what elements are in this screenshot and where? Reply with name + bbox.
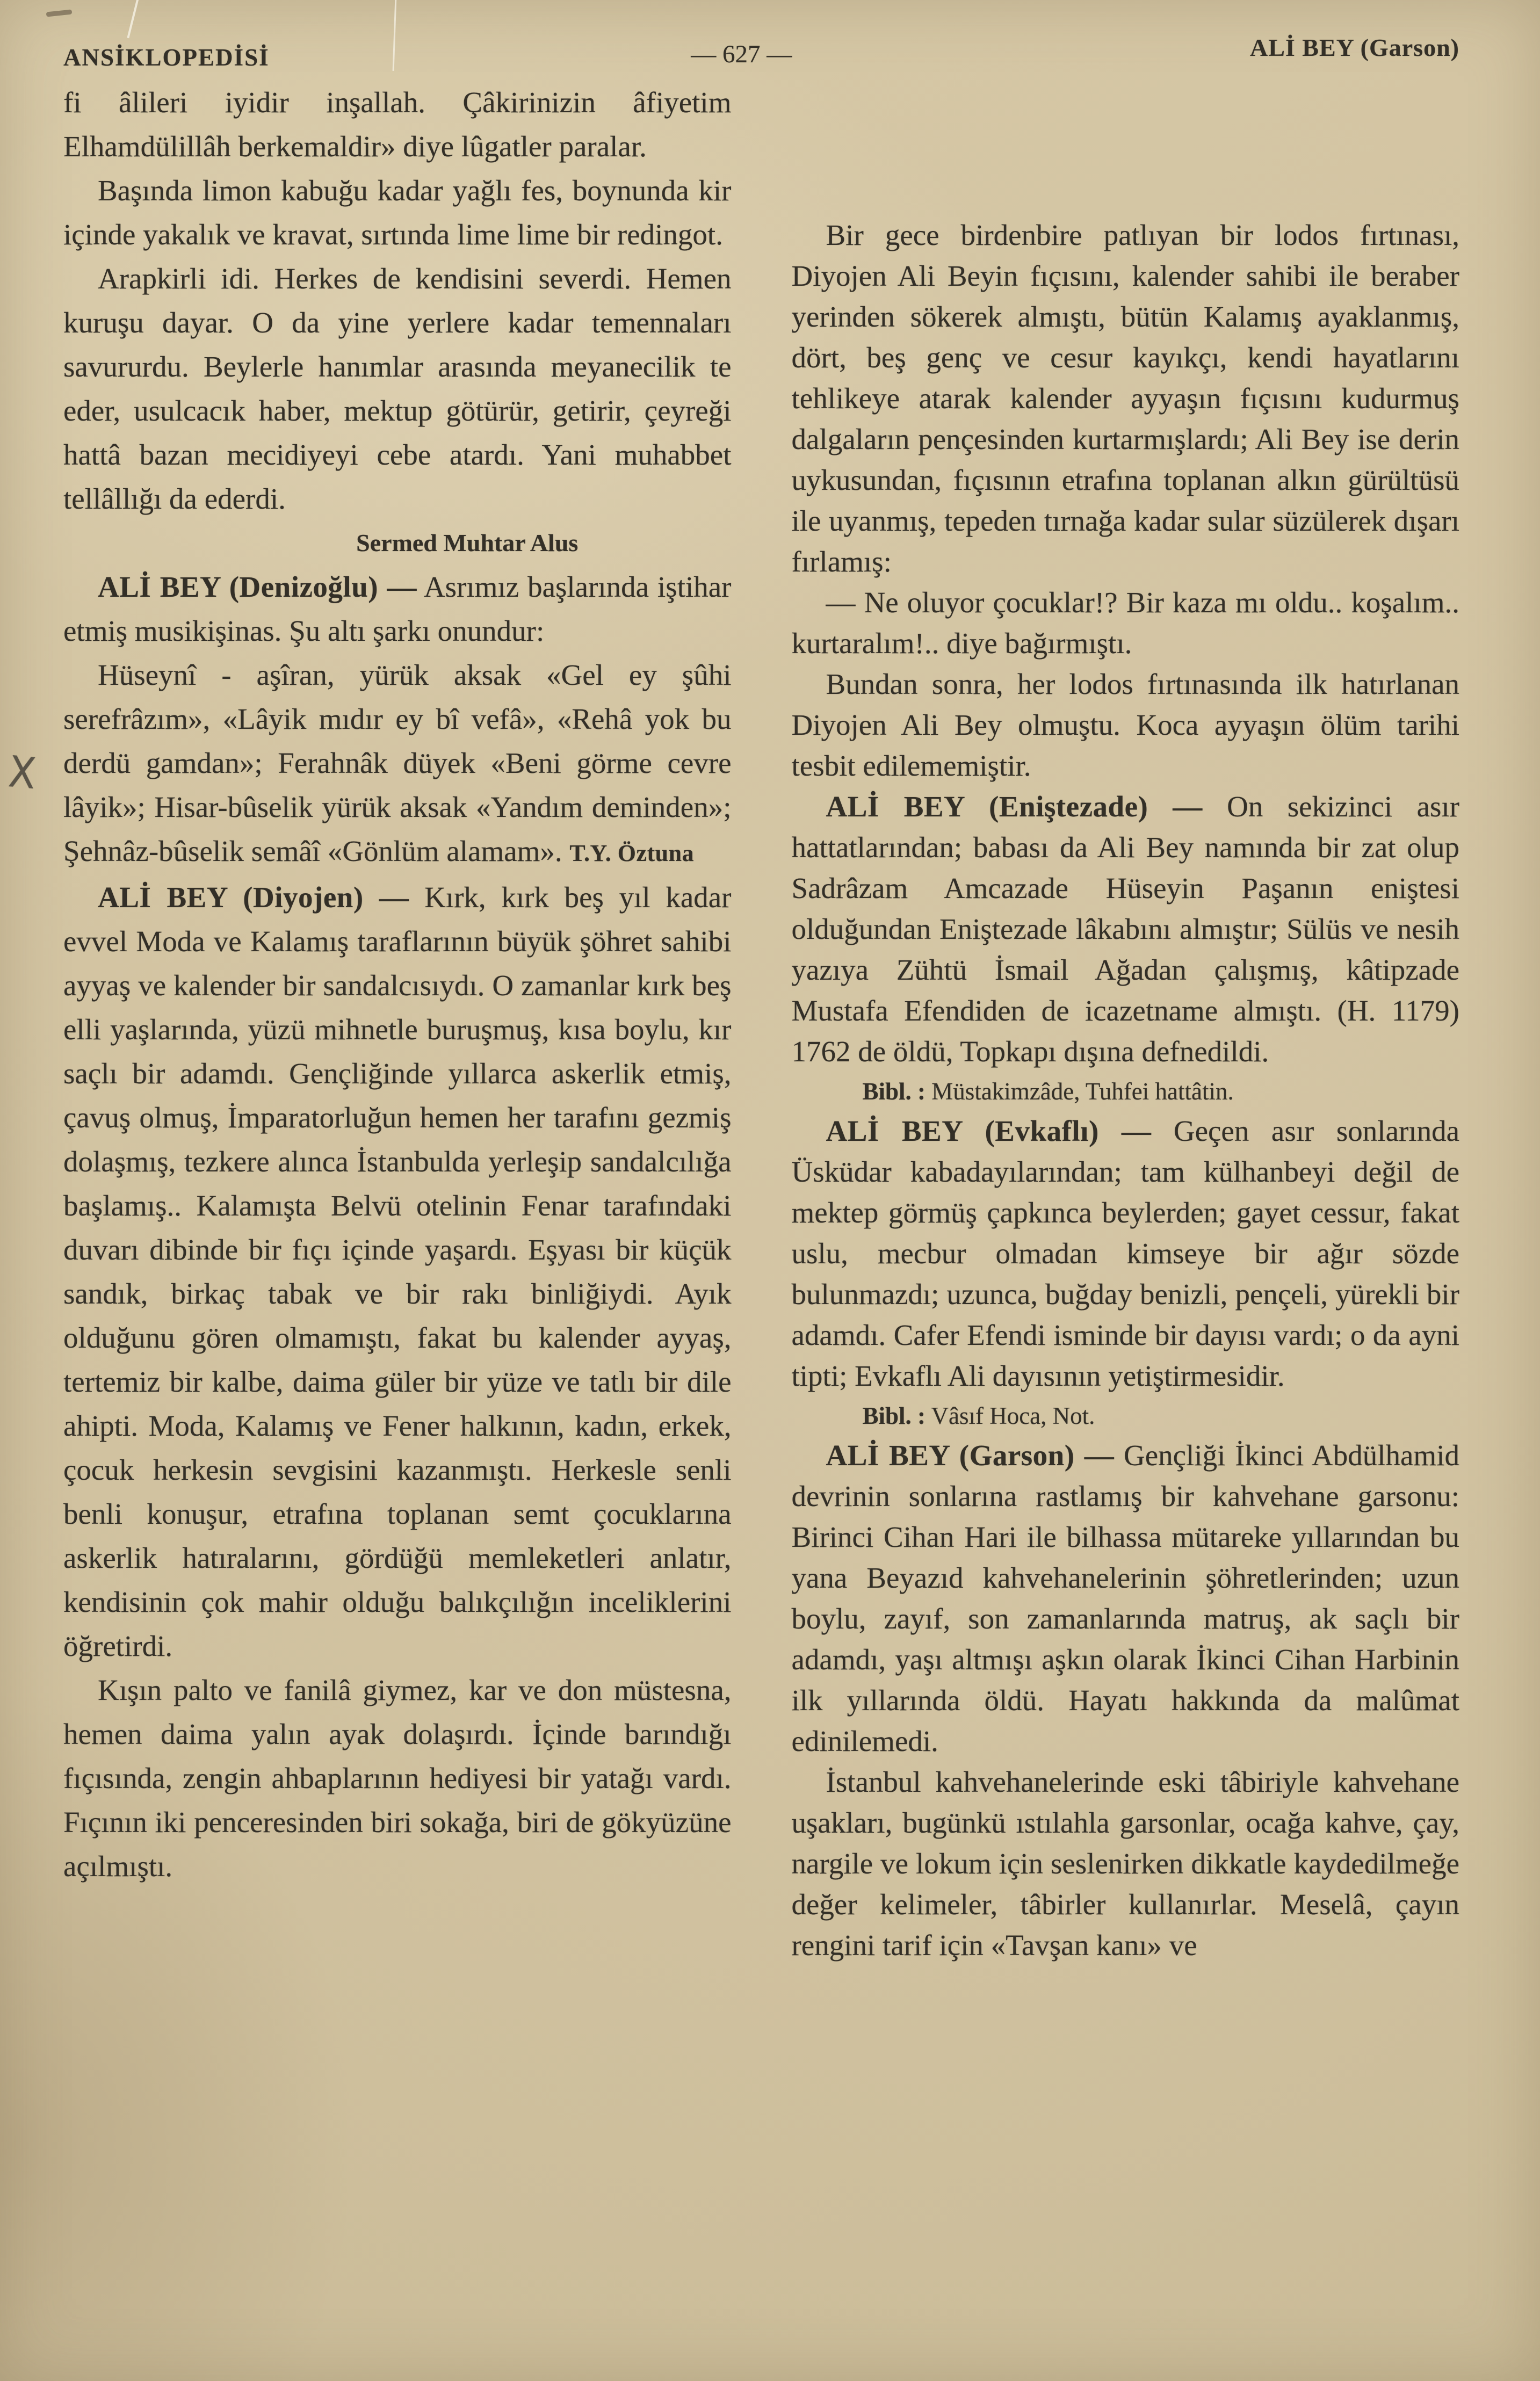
entry-headword-garson: ALİ BEY (Garson) —: [826, 1439, 1115, 1472]
paragraph-dialogue: — Ne oluyor çocuklar!? Bir kaza mı oldu.. koşalım.. kurtaralım!.. diye bağırmıştı.: [791, 586, 1459, 660]
author-signature: Sermed Muhtar Alus: [356, 529, 579, 556]
scan-ink-speck: [46, 10, 73, 17]
entry-headword-diyojen: ALİ BEY (Diyojen) —: [98, 881, 409, 914]
contributor-initials: T.Y. Öztuna: [569, 840, 695, 866]
continuation-paragraph: fi âlileri iyidir inşallah. Çâkirinizin âfiyetim Elhamdülillâh berkemaldir» diye lûgatler paralar.: [63, 86, 732, 163]
header-page-number: — 627 —: [691, 40, 792, 68]
text-columns: [63, 81, 1459, 2381]
paragraph-songs: [63, 653, 732, 875]
entry-text: Asrımız başlarında iştihar etmiş musikişinas. Şu altı şarkı onundur:: [63, 570, 732, 647]
entry-text: Kırk, kırk beş yıl kadar evvel Moda ve Kalamış taraflarının büyük şöhret sahibi ayyaş ve kalender bir sandalcısıydı. O zamanlar kırk beş elli yaşlarında, yüzü mihnetle buruşmuş, kısa boylu, kır saçlı bir adamdı. Gençliğinde yıllarca askerlik etmiş, çavuş olmuş, İmparatorluğun hemen her tarafını gezmiş dolaşmış, tezkere alınca İstanbulda yerleşip sandalcılığa başlamış.. Kalamışta Belvü otelinin Fenar tarafındaki duvarı dibinde bir fıçı içinde yaşardı. Eşyası bir küçük sandık, birkaç tabak ve bir rakı binliğiydi. Ayık olduğunu gören olmamıştı, fakat bu kalender ayyaş, tertemiz bir kalbe, daima güler bir yüze ve tatlı bir dile ahipti. Moda, Kalamış ve Fener halkının, kadın, erkek, çocuk herkesin sevgisini kazanmıştı. Herkesle senli benli konuşur, etrafına toplanan semt çocuklarına askerlik hatıralarını, gördüğü memleketleri anlatır, kendisinin çok mahir olduğu balıkçılığın inceliklerini öğretirdi.: [63, 881, 732, 1662]
bibl-label: Bibl. :: [862, 1078, 926, 1105]
entry-headword-denizoglu: ALİ BEY (Denizoğlu) —: [98, 570, 417, 603]
bibl-text: Vâsıf Hoca, Not.: [926, 1402, 1095, 1429]
entry-ali-bey-enistezade: [792, 786, 1460, 1072]
entry-headword-evkafli: ALİ BEY (Evkaflı) —: [826, 1114, 1152, 1147]
paragraph-arapkirli: Arapkirli idi. Herkes de kendisini severdi. Hemen kuruşu dayar. O da yine yerlere kadar temennaları savururdu. Beylerle hanımlar arasında meyanecilik te eder, usulcacık haber, mektup götürür, getirir, çeyreği hattâ bazan mecidiyeyi cebe atardı. Yani muhabbet tellâllığı da ederdi.: [63, 262, 732, 515]
paragraph-kahvehane: İstanbul kahvehanelerinde eski tâbiriyle kahvehane uşakları, bugünkü ıstılahla garsonlar, ocağa kahve, çay, nargile ve lokum için seslenirken dikkatle kaydedilmeğe değer kelimeler, tâbirler kullanırlar. Meselâ, çayın rengini tarif için «Tavşan kanı» ve: [791, 1765, 1459, 1962]
bibl-text: Müstakimzâde, Tuhfei hattâtin.: [926, 1078, 1234, 1105]
scan-scratch-artifact: [127, 0, 139, 38]
paragraph-bundan-sonra: Bundan sonra, her lodos fırtınasında ilk hatırlanan Diyojen Ali Bey olmuştu. Koca ayyaşın ölüm tarihi tesbit edilememiştir.: [791, 668, 1459, 782]
paragraph-kisin: Kışın palto ve fanilâ giymez, kar ve don müstesna, hemen daima yalın ayak dolaşırdı. İçinde barındığı fıçısında, zengin ahbaplarının hediyesi bir yatağı vardı. Fıçının iki penceresinden biri sokağa, biri de gökyüzüne açılmıştı.: [63, 1674, 732, 1883]
bibliography-note-hattatin: [792, 1072, 1460, 1111]
bibliography-note-vasif: [792, 1396, 1460, 1435]
entry-text: Gençliği İkinci Abdülhamid devrinin sonlarına rastlamış bir kahvehane garsonu: Birinci Cihan Hari ile bilhassa mütareke yıllarından bu yana Beyazıd kahvehanelerinin şöhretlerinden; uzun boylu, zayıf, son zamanlarında matruş, ak saçlı bir adamdı, yaşı altmışı aşkın olarak İkinci Cihan Harbinin ilk yıllarında öldü. Hayatı hakkında da malûmat edinilemedi.: [791, 1439, 1459, 1757]
header-running-title: ALİ BEY (Garson): [1249, 34, 1459, 61]
entry-ali-bey-diyojen: [63, 875, 732, 1668]
header-journal-title: ANSİKLOPEDİSİ: [63, 44, 270, 71]
entry-text: On sekizinci asır hattatlarından; babası da Ali Bey namında bir zat olup Sadrâzam Amcazade Hüseyin Paşanın eniştesi olduğundan Eniştezade lâkabını almıştır; Sülüs ve nesih yazıya Zühtü İsmail Ağadan çalışmış, kâtipzade Mustafa Efendiden de icazetname almıştı. (H. 1179) 1762 de öldü, Topkapı dışına defnedildi.: [791, 790, 1459, 1068]
entry-ali-bey-evkafli: [792, 1111, 1460, 1396]
entry-ali-bey-garson: [792, 1435, 1460, 1762]
right-column: [792, 81, 1460, 2381]
page-header: [63, 33, 1459, 71]
left-column: [63, 81, 732, 2381]
handwritten-x-mark: X: [6, 746, 38, 799]
paragraph-fes: Başında limon kabuğu kadar yağlı fes, boynunda kir içinde yakalık ve kravat, sırtında lime lime bir redingot.: [63, 174, 732, 251]
paragraph-lodos: Bir gece birdenbire patlıyan bir lodos fırtınası, Diyojen Ali Beyin fıçısını, kalender sahibi ile beraber yerinden sökerek almıştı, bütün Kalamış ayaklanmış, dört, beş genç ve cesur kayıkçı, kendi hayatlarını tehlikeye atarak kalender ayyaşın fıçısını kudurmuş dalgaların pençesinden kurtarmışlardı; Ali Bey ise derin uykusundan, fıçısının etrafına toplanan alkın gürültüsü ile uyanmış, tepeden tırnağa kadar sular süzülerek dışarı fırlamış:: [791, 219, 1459, 578]
entry-headword-enistezade: ALİ BEY (Eniştezade) —: [826, 790, 1203, 823]
entry-text: Geçen asır sonlarında Üsküdar kabadayılarından; tam külhanbeyi değil de mektep görmüş çapkınca beylerden; gayet cessur, fakat uslu, mecbur olmadan kimseye bir ağır sözde bulunmazdı; uzunca, buğday benizli, pençeli, yürekli bir adamdı. Cafer Efendi isminde bir dayısı vardı; o da ayni tipti; Evkaflı Ali dayısının yetiştirmesidir.: [791, 1114, 1459, 1392]
entry-ali-bey-denizoglu: [63, 565, 732, 653]
paragraph-text: Hüseynî - aşîran, yürük aksak «Gel ey şûhi serefrâzım», «Lâyik mıdır ey bî vefâ», «Rehâ yok bu derdü gamdan»; Ferahnâk düyek «Beni görme cevre lâyik»; Hisar-bûselik yürük aksak «Yandım deminden»; Şehnâz-bûselik semâî «Gönlüm alamam».: [63, 658, 732, 867]
bibl-label: Bibl. :: [862, 1402, 926, 1429]
